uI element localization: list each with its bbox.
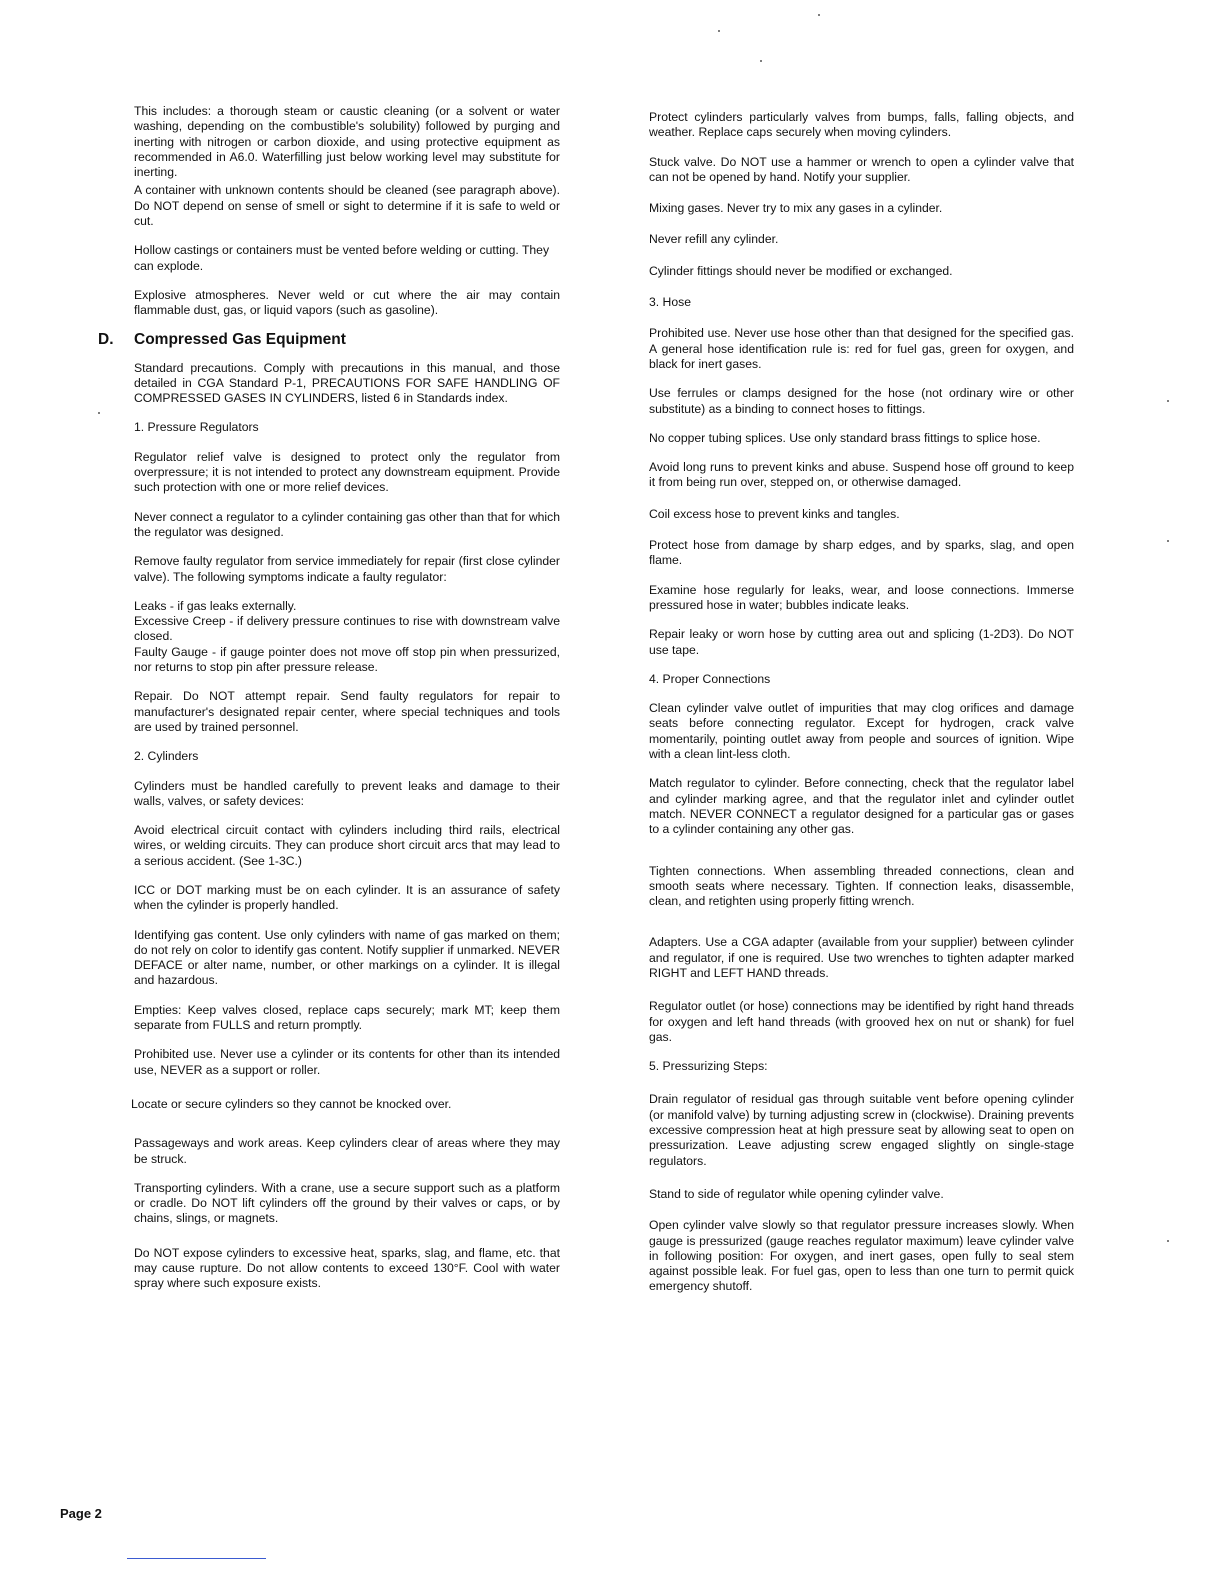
scan-speck	[818, 14, 820, 16]
paragraph-clean-valve: Clean cylinder valve outlet of impurities that may clog orifices and damage seats before connecting regulator. Except for hydrogen, crack valve momentarily, pointing outlet away from people and sources of ignition. Wipe with a clean lint-less cloth.	[649, 701, 1074, 762]
paragraph-hollow-castings: Hollow castings or containers must be vented before welding or cutting. They can explode.	[134, 243, 550, 273]
paragraph-repair-hose: Repair leaky or worn hose by cutting area out and splicing (1-2D3). Do NOT use tape.	[649, 627, 1074, 657]
paragraph-empties: Empties: Keep valves closed, replace caps securely; mark MT; keep them separate from FULLS and return promptly.	[134, 1002, 560, 1033]
paragraph-drain-regulator: Drain regulator of residual gas through suitable vent before opening cylinder (or manifold valve) by turning adjusting screw in (clockwise). Draining prevents excessive compression heat at high pressure seat by allowing seat to open on pressurization. Leave adjusting screw engaged slightly on single-stage regulators.	[649, 1092, 1074, 1168]
subheading-hose: 3. Hose	[649, 295, 692, 310]
paragraph-copper-splices: No copper tubing splices. Use only standard brass fittings to splice hose.	[649, 430, 1041, 445]
paragraph-locate-secure: Locate or secure cylinders so they cannot be knocked over.	[131, 1096, 452, 1111]
paragraph-unknown-contents: A container with unknown contents should be cleaned (see paragraph above). Do NOT depend on sense of smell or sight to determine if it is safe to weld or cut.	[134, 183, 560, 229]
paragraph-protect-cylinders: Protect cylinders particularly valves from bumps, falls, falling objects, and weather. Replace caps securely when moving cylinders.	[649, 110, 1074, 140]
scan-speck	[718, 30, 720, 32]
subheading-proper-connections: 4. Proper Connections	[649, 671, 771, 686]
section-heading	[98, 330, 560, 349]
paragraph-explosive-atmospheres: Explosive atmospheres. Never weld or cut where the air may contain flammable dust, gas, or liquid vapors (such as gasoline).	[134, 287, 560, 318]
scan-speck	[1167, 540, 1169, 542]
paragraph-coil-hose: Coil excess hose to prevent kinks and tangles.	[649, 506, 900, 521]
symptom-creep: Excessive Creep - if delivery pressure continues to rise with downstream valve closed.	[134, 614, 560, 644]
symptom-list	[134, 599, 560, 675]
paragraph-icc-dot: ICC or DOT marking must be on each cylinder. It is an assurance of safety when the cylinder is properly handled.	[134, 882, 560, 913]
paragraph-never-refill: Never refill any cylinder.	[649, 232, 779, 247]
page-number: Page 2	[60, 1506, 102, 1521]
paragraph-prohibited-use: Prohibited use. Never use a cylinder or its contents for other than its intended use, NEVER as a support or roller.	[134, 1047, 560, 1077]
right-column	[649, 110, 1074, 1295]
scan-speck	[760, 60, 762, 62]
section-title: Compressed Gas Equipment	[134, 330, 346, 348]
paragraph-match-regulator: Match regulator to cylinder. Before connecting, check that the regulator label and cylinder marking agree, and that the regulator inlet and cylinder outlet match. NEVER CONNECT a regulator designed for a particular gas or gases to a cylinder containing any other gas.	[649, 776, 1074, 837]
paragraph-stuck-valve: Stuck valve. Do NOT use a hammer or wrench to open a cylinder valve that can not be opened by hand. Notify your supplier.	[649, 154, 1074, 184]
paragraph-open-slowly: Open cylinder valve slowly so that regulator pressure increases slowly. When gauge is pressurized (gauge reaches regulator maximum) leave cylinder valve in following position: For oxygen, and inert gases, open fully to seal stem against possible leak. For fuel gas, open to less than one turn to permit quick emergency shutoff.	[649, 1218, 1074, 1294]
paragraph-stand-aside: Stand to side of regulator while opening cylinder valve.	[649, 1186, 944, 1201]
paragraph-passageways: Passageways and work areas. Keep cylinders clear of areas where they may be struck.	[134, 1136, 560, 1166]
paragraph-tighten: Tighten connections. When assembling threaded connections, clean and smooth seats where necessary. Tighten. If connection leaks, disassemble, clean, and retighten using properly fitting wrench.	[649, 863, 1074, 909]
paragraph-cylinders-handled: Cylinders must be handled carefully to prevent leaks and damage to their walls, valves, or safety devices:	[134, 778, 560, 808]
symptom-leaks: Leaks - if gas leaks externally.	[134, 598, 297, 613]
paragraph-never-connect: Never connect a regulator to a cylinder containing gas other than that for which the regulator was designed.	[134, 509, 560, 539]
paragraph-electrical-contact: Avoid electrical circuit contact with cylinders including third rails, electrical wires, or welding circuits. They can produce short circuit arcs that may lead to a serious accident. (See 1-3C.)	[134, 823, 560, 868]
subheading-pressurizing-steps: 5. Pressurizing Steps:	[649, 1059, 768, 1074]
subheading-cylinders: 2. Cylinders	[134, 749, 199, 764]
paragraph-examine-hose: Examine hose regularly for leaks, wear, and loose connections. Immerse pressured hose in water; bubbles indicate leaks.	[649, 582, 1074, 612]
section-letter: D.	[98, 330, 114, 348]
paragraph-identifying-gas: Identifying gas content. Use only cylinders with name of gas marked on them; do not rely on color to identify gas content. Notify supplier if unmarked. NEVER DEFACE or alter name, number, or other markings on a cylinder. It is illegal and hazardous.	[134, 927, 560, 988]
paragraph-hose-prohibited: Prohibited use. Never use hose other than that designed for the specified gas. A general hose identification rule is: red for fuel gas, green for oxygen, and black for inert gases.	[649, 326, 1074, 371]
subheading-pressure-regulators: 1. Pressure Regulators	[134, 420, 259, 435]
paragraph-relief-valve: Regulator relief valve is designed to protect only the regulator from overpressure; it is not intended to protect any downstream equipment. Provide such protection with one or more relief devices.	[134, 449, 560, 495]
paragraph-ferrules: Use ferrules or clamps designed for the hose (not ordinary wire or other substitute) as a binding to connect hoses to fittings.	[649, 386, 1074, 416]
paragraph-cleaning: This includes: a thorough steam or caustic cleaning (or a solvent or water washing, depending on the combustible's solubility) followed by purging and inerting with nitrogen or carbon dioxide, and using protective equipment as recommended in A6.0. Waterfilling just below working level may substitute for inerting.	[134, 104, 560, 180]
paragraph-repair: Repair. Do NOT attempt repair. Send faulty regulators for repair to manufacturer's designated repair center, where special techniques and tools are used by trained personnel.	[134, 689, 560, 734]
paragraph-transporting: Transporting cylinders. With a crane, use a secure support such as a platform or cradle. Do NOT lift cylinders off the ground by their valves or caps, or by chains, slings, or magnets.	[134, 1180, 560, 1226]
paragraph-remove-faulty: Remove faulty regulator from service immediately for repair (first close cylinder valve). The following symptoms indicate a faulty regulator:	[134, 554, 560, 584]
paragraph-outlet-threads: Regulator outlet (or hose) connections may be identified by right hand threads for oxygen and left hand threads (with grooved hex on nut or shank) for fuel gas.	[649, 999, 1074, 1044]
paragraph-protect-hose: Protect hose from damage by sharp edges, and by sparks, slag, and open flame.	[649, 538, 1074, 568]
symptom-gauge: Faulty Gauge - if gauge pointer does not move off stop pin when pressurized, nor returns to stop pin after pressure release.	[134, 644, 560, 675]
left-column	[98, 104, 560, 1292]
paragraph-long-runs: Avoid long runs to prevent kinks and abuse. Suspend hose off ground to keep it from being run over, stepped on, or otherwise damaged.	[649, 460, 1074, 490]
paragraph-excessive-heat: Do NOT expose cylinders to excessive heat, sparks, slag, and flame, etc. that may cause rupture. Do not allow contents to exceed 130°F. Cool with water spray where such exposure exists.	[134, 1245, 560, 1291]
scan-speck	[1167, 400, 1169, 402]
footer-rule	[127, 1558, 266, 1559]
paragraph-mixing-gases: Mixing gases. Never try to mix any gases in a cylinder.	[649, 201, 943, 216]
scan-speck	[1167, 1240, 1169, 1242]
paragraph-adapters: Adapters. Use a CGA adapter (available from your supplier) between cylinder and regulator, if one is required. Use two wrenches to tighten adapter marked RIGHT and LEFT HAND threads.	[649, 935, 1074, 980]
paragraph-standard-precautions: Standard precautions. Comply with precautions in this manual, and those detailed in CGA Standard P-1, PRECAUTIONS FOR SAFE HANDLING OF COMPRESSED GASES IN CYLINDERS, listed 6 in Standards index.	[134, 360, 560, 406]
scan-speck	[98, 412, 100, 414]
paragraph-cylinder-fittings: Cylinder fittings should never be modified or exchanged.	[649, 263, 953, 278]
